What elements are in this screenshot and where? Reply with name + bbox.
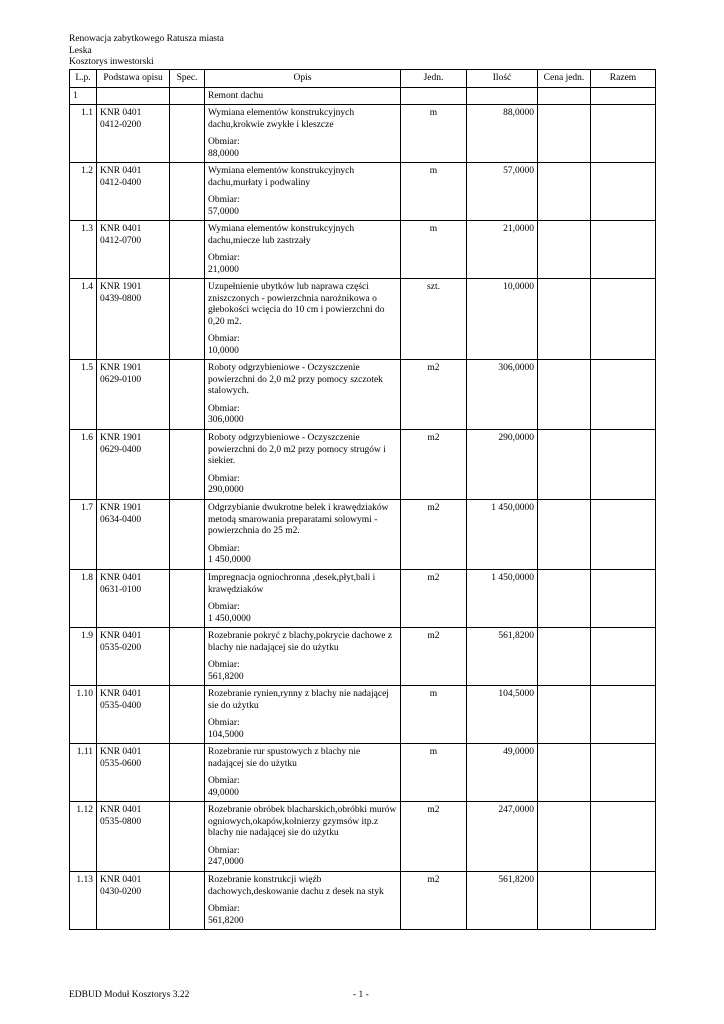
item-total xyxy=(591,279,656,360)
item-podstawa-code: 0535-0600 xyxy=(100,758,142,769)
item-podstawa xyxy=(97,279,170,360)
table-row xyxy=(70,744,656,802)
item-description: Wymiana elementów konstrukcyjnych dachu,krokwie zwykłe i kleszcze xyxy=(208,108,355,130)
item-unit: m2 xyxy=(401,802,467,872)
item-podstawa xyxy=(97,570,170,628)
item-spec xyxy=(170,360,205,430)
item-description: Rozebranie konstrukcji więźb dachowych,deskowanie dachu z desek na styk xyxy=(208,875,384,897)
item-spec xyxy=(170,744,205,802)
item-opis xyxy=(205,279,401,360)
table-row xyxy=(70,105,656,163)
item-unit: m xyxy=(401,221,467,279)
item-podstawa-catalog: KNR 0401 xyxy=(100,108,142,118)
item-podstawa xyxy=(97,686,170,744)
item-podstawa-catalog: KNR 0401 xyxy=(100,166,142,176)
item-obmiar-value: 561,8200 xyxy=(208,915,244,926)
project-title-line-2: Leska xyxy=(69,45,92,56)
item-obmiar-label: Obmiar: xyxy=(208,334,240,344)
item-obmiar-label: Obmiar: xyxy=(208,195,240,205)
item-total xyxy=(591,872,656,930)
table-row xyxy=(70,802,656,872)
item-podstawa-code: 0634-0400 xyxy=(100,514,142,525)
item-total xyxy=(591,628,656,686)
item-opis xyxy=(205,360,401,430)
item-podstawa xyxy=(97,872,170,930)
item-podstawa-code: 0535-0200 xyxy=(100,642,142,653)
item-number: 1.1 xyxy=(70,105,97,163)
item-podstawa-catalog: KNR 0401 xyxy=(100,875,142,885)
column-header-ilosc: Ilość xyxy=(467,70,538,88)
item-obmiar-value: 561,8200 xyxy=(208,671,244,682)
item-quantity: 21,0000 xyxy=(467,221,538,279)
item-unit: m xyxy=(401,744,467,802)
item-spec xyxy=(170,163,205,221)
item-spec xyxy=(170,872,205,930)
item-podstawa-catalog: KNR 0401 xyxy=(100,747,142,757)
item-unit-price xyxy=(538,279,591,360)
item-spec xyxy=(170,802,205,872)
item-podstawa-catalog: KNR 0401 xyxy=(100,573,142,583)
item-total xyxy=(591,430,656,500)
item-quantity: 306,0000 xyxy=(467,360,538,430)
item-unit-price xyxy=(538,628,591,686)
item-unit-price xyxy=(538,430,591,500)
item-opis xyxy=(205,744,401,802)
item-description: Roboty odgrzybieniowe - Oczyszczenie powierzchni do 2,0 m2 przy pomocy szczotek stalowych. xyxy=(208,363,383,396)
section-ilosc-cell xyxy=(467,87,538,105)
item-quantity: 104,5000 xyxy=(467,686,538,744)
document-type: Kosztorys inwestorski xyxy=(69,57,154,67)
item-description: Rozebranie obróbek blacharskich,obróbki murów ogniowych,okapów,kołnierzy gzymsów itp.z blachy nie nadającej sie do użytku xyxy=(208,805,397,838)
item-unit: m2 xyxy=(401,872,467,930)
item-obmiar-value: 1 450,0000 xyxy=(208,555,251,565)
item-description: Rozebranie rynien,rynny z blachy nie nadającej sie do użytku xyxy=(208,689,389,711)
table-row xyxy=(70,628,656,686)
section-row xyxy=(70,87,656,105)
item-obmiar-value: 247,0000 xyxy=(208,857,244,867)
item-podstawa-catalog: KNR 1901 xyxy=(100,363,142,373)
item-number: 1.8 xyxy=(70,570,97,628)
item-number: 1.2 xyxy=(70,163,97,221)
item-unit-price xyxy=(538,570,591,628)
item-unit-price xyxy=(538,744,591,802)
item-total xyxy=(591,163,656,221)
item-description: Odgrzybianie dwukrotne belek i krawędziaków metodą smarowania preparatami solowymi - powierzchnia do 25 m2. xyxy=(208,503,389,536)
item-opis xyxy=(205,105,401,163)
item-obmiar-label: Obmiar: xyxy=(208,718,240,728)
column-header-cena: Cena jedn. xyxy=(538,70,591,88)
item-podstawa xyxy=(97,221,170,279)
item-obmiar-value: 306,0000 xyxy=(208,415,244,425)
item-quantity: 290,0000 xyxy=(467,430,538,500)
item-description: Wymiana elementów konstrukcyjnych dachu,murłaty i podwaliny xyxy=(208,166,355,188)
item-total xyxy=(591,802,656,872)
item-podstawa-code: 0629-0100 xyxy=(100,374,142,385)
item-spec xyxy=(170,686,205,744)
section-spec-cell xyxy=(170,87,205,105)
item-opis xyxy=(205,802,401,872)
item-unit: m2 xyxy=(401,570,467,628)
item-quantity: 1 450,0000 xyxy=(467,500,538,570)
item-podstawa-code: 0631-0100 xyxy=(100,584,142,595)
item-obmiar-value: 104,5000 xyxy=(208,729,244,740)
item-unit-price xyxy=(538,221,591,279)
item-unit: m2 xyxy=(401,360,467,430)
item-podstawa xyxy=(97,360,170,430)
item-unit-price xyxy=(538,105,591,163)
item-podstawa-catalog: KNR 1901 xyxy=(100,433,142,443)
item-description: Roboty odgrzybieniowe - Oczyszczenie powierzchni do 2,0 m2 przy pomocy strugów i siekier. xyxy=(208,433,386,466)
item-podstawa-code: 0412-0200 xyxy=(100,119,142,130)
item-obmiar-value: 10,0000 xyxy=(208,345,239,356)
item-spec xyxy=(170,628,205,686)
item-opis xyxy=(205,686,401,744)
item-quantity: 247,0000 xyxy=(467,802,538,872)
item-podstawa xyxy=(97,430,170,500)
section-razem-cell xyxy=(591,87,656,105)
section-title: Remont dachu xyxy=(205,87,401,105)
item-obmiar-label: Obmiar: xyxy=(208,473,240,484)
item-unit: m xyxy=(401,105,467,163)
table-row xyxy=(70,500,656,570)
item-number: 1.4 xyxy=(70,279,97,360)
item-obmiar-value: 21,0000 xyxy=(208,264,239,275)
item-obmiar-value: 57,0000 xyxy=(208,206,239,217)
item-unit: m xyxy=(401,163,467,221)
item-opis xyxy=(205,628,401,686)
item-podstawa-catalog: KNR 0401 xyxy=(100,689,142,699)
table-row xyxy=(70,430,656,500)
item-obmiar-value: 290,0000 xyxy=(208,485,244,495)
table-row xyxy=(70,872,656,930)
item-podstawa xyxy=(97,500,170,570)
item-obmiar-value: 1 450,0000 xyxy=(208,613,251,624)
item-obmiar-label: Obmiar: xyxy=(208,904,240,914)
item-unit-price xyxy=(538,163,591,221)
column-header-lp: L.p. xyxy=(70,70,97,88)
item-obmiar-label: Obmiar: xyxy=(208,253,240,263)
item-unit: m xyxy=(401,686,467,744)
item-quantity: 57,0000 xyxy=(467,163,538,221)
item-description: Uzupełnienie ubytków lub naprawa części zniszczonych - powierzchnia narożnikowa o głebokości wcięcia do 10 cm i powierzchni do 0,20 m2. xyxy=(208,282,385,327)
item-obmiar-label: Obmiar: xyxy=(208,845,240,856)
item-spec xyxy=(170,221,205,279)
item-total xyxy=(591,686,656,744)
item-unit-price xyxy=(538,802,591,872)
column-header-podstawa: Podstawa opisu xyxy=(97,70,170,88)
item-total xyxy=(591,221,656,279)
item-podstawa-catalog: KNR 1901 xyxy=(100,282,142,292)
item-total xyxy=(591,360,656,430)
item-podstawa-code: 0535-0400 xyxy=(100,700,142,711)
item-number: 1.11 xyxy=(70,744,97,802)
table-row xyxy=(70,221,656,279)
footer-page-number: - 1 - xyxy=(353,990,369,1000)
item-podstawa-code: 0412-0700 xyxy=(100,235,142,246)
item-opis xyxy=(205,570,401,628)
item-obmiar-label: Obmiar: xyxy=(208,137,240,147)
item-podstawa xyxy=(97,802,170,872)
item-unit-price xyxy=(538,686,591,744)
item-number: 1.10 xyxy=(70,686,97,744)
item-podstawa xyxy=(97,163,170,221)
item-podstawa-code: 0412-0400 xyxy=(100,177,142,188)
item-podstawa xyxy=(97,628,170,686)
item-number: 1.6 xyxy=(70,430,97,500)
item-obmiar-value: 88,0000 xyxy=(208,148,239,159)
item-unit: m2 xyxy=(401,628,467,686)
footer-software-name: EDBUD Moduł Kosztorys 3.22 xyxy=(69,990,190,1000)
item-unit-price xyxy=(538,500,591,570)
document-header xyxy=(69,34,224,69)
item-obmiar-label: Obmiar: xyxy=(208,776,240,786)
item-unit: m2 xyxy=(401,430,467,500)
item-description: Rozebranie pokryć z blachy,pokrycie dachowe z blachy nie nadającej sie do użytku xyxy=(208,631,393,653)
column-header-spec: Spec. xyxy=(170,70,205,88)
item-spec xyxy=(170,279,205,360)
item-total xyxy=(591,105,656,163)
item-opis xyxy=(205,430,401,500)
item-spec xyxy=(170,500,205,570)
item-opis xyxy=(205,221,401,279)
item-number: 1.5 xyxy=(70,360,97,430)
item-podstawa xyxy=(97,744,170,802)
section-jedn-cell xyxy=(401,87,467,105)
item-obmiar-label: Obmiar: xyxy=(208,602,240,612)
item-description: Impregnacja ogniochronna ,desek,płyt,bali i krawędziaków xyxy=(208,573,376,595)
item-spec xyxy=(170,570,205,628)
item-quantity: 49,0000 xyxy=(467,744,538,802)
column-header-jedn: Jedn. xyxy=(401,70,467,88)
column-header-razem: Razem xyxy=(591,70,656,88)
table-row xyxy=(70,360,656,430)
section-number: 1 xyxy=(70,87,97,105)
table-header-row xyxy=(70,70,656,88)
item-opis xyxy=(205,163,401,221)
item-obmiar-label: Obmiar: xyxy=(208,660,240,670)
item-unit: m2 xyxy=(401,500,467,570)
item-podstawa xyxy=(97,105,170,163)
table-row xyxy=(70,163,656,221)
item-total xyxy=(591,744,656,802)
item-podstawa-code: 0439-0800 xyxy=(100,293,142,304)
item-number: 1.7 xyxy=(70,500,97,570)
table-row xyxy=(70,279,656,360)
item-unit: szt. xyxy=(401,279,467,360)
item-quantity: 561,8200 xyxy=(467,872,538,930)
item-obmiar-value: 49,0000 xyxy=(208,787,239,798)
table-row xyxy=(70,570,656,628)
item-quantity: 88,0000 xyxy=(467,105,538,163)
item-description: Wymiana elementów konstrukcyjnych dachu,miecze lub zastrzały xyxy=(208,224,355,246)
item-spec xyxy=(170,105,205,163)
item-description: Rozebranie rur spustowych z blachy nie nadającej sie do użytku xyxy=(208,747,361,769)
item-total xyxy=(591,570,656,628)
item-total xyxy=(591,500,656,570)
item-podstawa-catalog: KNR 0401 xyxy=(100,805,142,815)
item-opis xyxy=(205,500,401,570)
item-quantity: 561,8200 xyxy=(467,628,538,686)
item-number: 1.9 xyxy=(70,628,97,686)
item-podstawa-code: 0430-0200 xyxy=(100,886,142,897)
item-podstawa-code: 0535-0800 xyxy=(100,816,142,827)
cost-estimate-table xyxy=(69,69,656,930)
item-quantity: 1 450,0000 xyxy=(467,570,538,628)
item-podstawa-catalog: KNR 0401 xyxy=(100,631,142,641)
section-cena-cell xyxy=(538,87,591,105)
item-spec xyxy=(170,430,205,500)
item-number: 1.13 xyxy=(70,872,97,930)
item-opis xyxy=(205,872,401,930)
section-podstawa-cell xyxy=(97,87,170,105)
project-title-line-1: Renowacja zabytkowego Ratusza miasta xyxy=(69,34,224,44)
item-podstawa-catalog: KNR 0401 xyxy=(100,224,142,234)
item-unit-price xyxy=(538,872,591,930)
item-number: 1.3 xyxy=(70,221,97,279)
item-unit-price xyxy=(538,360,591,430)
item-obmiar-label: Obmiar: xyxy=(208,543,240,554)
item-podstawa-catalog: KNR 1901 xyxy=(100,503,142,513)
table-row xyxy=(70,686,656,744)
item-obmiar-label: Obmiar: xyxy=(208,403,240,414)
item-number: 1.12 xyxy=(70,802,97,872)
column-header-opis: Opis xyxy=(205,70,401,88)
item-podstawa-code: 0629-0400 xyxy=(100,444,142,455)
item-quantity: 10,0000 xyxy=(467,279,538,360)
